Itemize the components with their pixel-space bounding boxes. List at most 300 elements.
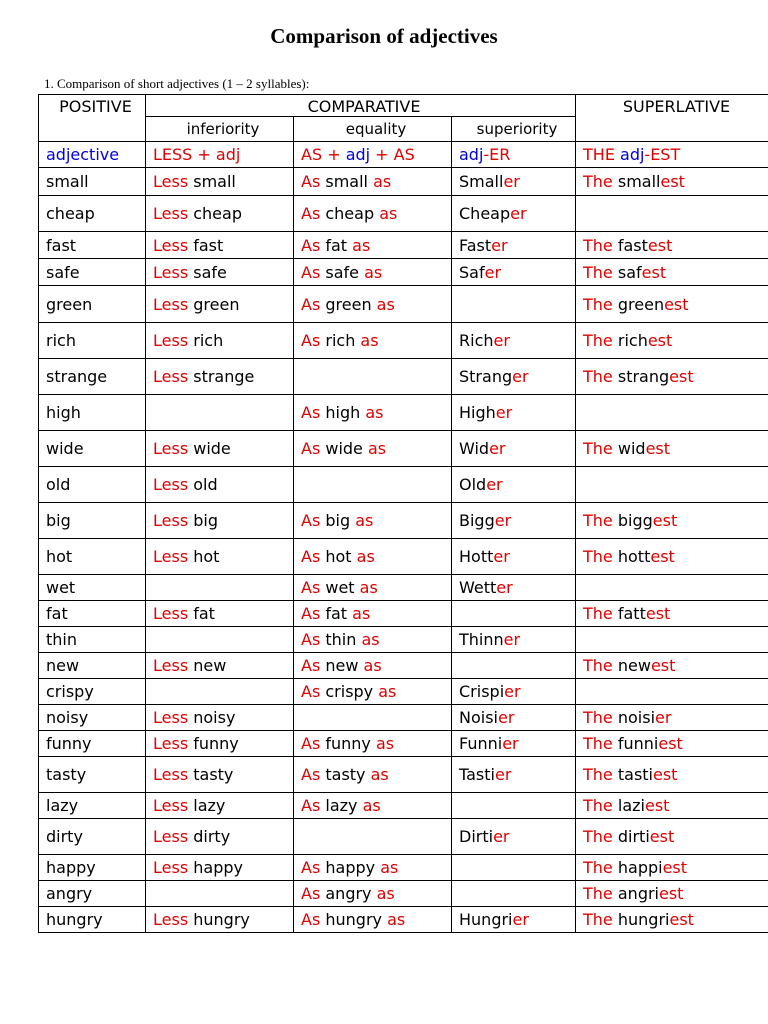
text-segment: wide [188,439,231,458]
text-segment: noisy [46,708,89,727]
text-segment: The [583,708,613,727]
cell-equality [294,539,452,575]
text-segment: -ER [483,145,511,164]
cell-equality [294,731,452,757]
cell-superlative [576,881,768,907]
text-segment: small [46,172,89,191]
cell-superlative [576,395,768,431]
text-segment: er [655,708,672,727]
text-segment: est [641,262,667,282]
table-row [39,286,768,323]
text-segment: wet [46,578,76,597]
text-segment: adj [459,145,484,164]
text-segment: hungry [46,910,103,929]
text-segment: bigg [612,511,653,530]
cell-superlative [576,359,768,395]
text-segment: Less [153,367,189,386]
text-segment: The [583,656,613,675]
text-segment: Less [153,204,189,223]
text-segment: as [363,656,382,675]
cell-inferiority [146,653,294,679]
text-segment: The [583,547,613,566]
cell-superlative [576,705,768,731]
cell-inferiority [146,168,294,196]
text-segment: est [649,827,675,846]
text-segment: The [583,439,613,458]
cell-superiority [452,819,576,855]
cell-equality [294,627,452,653]
text-segment: High [459,403,496,422]
cell-inferiority [146,601,294,627]
text-segment: green [188,294,240,314]
header-superlative: SUPERLATIVE [576,95,768,142]
cell-equality [294,575,452,601]
text-segment: Less [153,511,189,530]
cell-inferiority [146,575,294,601]
text-segment: happy [188,858,243,877]
table-row [39,627,768,653]
text-segment: fast [188,235,224,255]
text-segment: old [188,475,218,494]
table-row [39,259,768,286]
text-segment: as [360,331,379,350]
text-segment: As [301,604,321,623]
cell-superiority [452,467,576,503]
cell-equality [294,196,452,232]
cell-superlative [576,907,768,933]
cell-equality [294,503,452,539]
rule-cell-superiority [452,142,576,168]
cell-inferiority [146,395,294,431]
text-segment: lazy [46,796,79,815]
table-row [39,679,768,705]
cell-superlative [576,259,768,286]
text-segment: er [493,331,510,350]
text-segment: wide [46,439,84,458]
table-row [39,431,768,467]
cell-equality [294,907,452,933]
rule-cell-equality [294,142,452,168]
text-segment: funny [46,734,92,753]
text-segment: As [301,511,321,530]
text-segment: as [356,547,375,566]
text-segment: est [669,367,694,386]
text-segment: As [301,331,321,350]
text-segment: Hungri [459,910,513,929]
text-segment: hot [188,547,220,566]
cell-positive [39,819,146,855]
text-segment: tasty [320,765,371,784]
text-segment: rich [612,331,648,350]
text-segment: est [644,796,670,815]
cell-positive [39,539,146,575]
cell-superiority [452,855,576,881]
cell-superlative [576,855,768,881]
text-segment: Old [459,475,487,494]
text-segment: funny [320,734,376,753]
text-segment: As [301,403,321,422]
cell-positive [39,259,146,286]
text-segment: high [320,403,366,422]
text-segment: old [46,475,71,494]
text-segment: as [355,511,374,530]
text-segment: Less [153,547,189,566]
text-segment: er [491,235,508,255]
text-segment: Less [153,331,189,350]
text-segment: er [512,367,529,386]
text-segment: -EST [644,145,681,164]
cell-equality [294,467,452,503]
cell-equality [294,855,452,881]
text-segment: safe [46,262,80,282]
cell-positive [39,196,146,232]
cell-inferiority [146,627,294,653]
text-segment: As [301,796,321,815]
text-segment: rich [188,331,224,350]
text-segment: cheap [320,204,380,223]
text-segment: Less [153,475,189,494]
text-segment: Less [153,262,189,282]
table-row [39,323,768,359]
cell-inferiority [146,503,294,539]
cell-equality [294,757,452,793]
text-segment: angry [320,884,377,903]
cell-inferiority [146,731,294,757]
cell-superlative [576,196,768,232]
cell-positive [39,467,146,503]
text-segment: As [301,204,321,223]
table-row [39,168,768,196]
text-segment: high [46,403,81,422]
text-segment: The [583,884,613,903]
cell-equality [294,259,452,286]
text-segment: er [495,403,513,422]
text-segment: Less [153,910,189,929]
text-segment: safe [188,262,227,282]
cell-superiority [452,907,576,933]
cell-superiority [452,232,576,259]
text-segment: The [583,511,613,530]
text-segment: The [583,604,613,623]
cell-equality [294,286,452,323]
text-segment: er [484,262,502,282]
text-segment: est [645,439,671,458]
table-row [39,467,768,503]
table-row [39,196,768,232]
text-segment: Fast [459,235,492,255]
cell-inferiority [146,359,294,395]
text-segment: as [375,734,395,753]
table-row [39,359,768,395]
cell-equality [294,679,452,705]
cell-superiority [452,601,576,627]
text-segment: small [320,172,374,191]
cell-positive [39,395,146,431]
cell-superlative [576,503,768,539]
text-segment: As [301,578,321,597]
table-row [39,907,768,933]
text-segment: as [370,765,389,784]
text-segment: lazi [612,796,645,815]
cell-equality [294,395,452,431]
text-segment: As [301,235,321,255]
table-row [39,793,768,819]
cell-superiority [452,731,576,757]
text-segment: hungry [188,910,250,929]
text-segment: fat [320,604,353,623]
text-segment: Less [153,796,189,815]
text-segment: est [658,734,683,753]
text-segment: er [512,910,529,929]
text-segment: lazy [320,796,363,815]
text-segment: Funni [459,734,503,753]
text-segment: angri [612,884,659,903]
text-segment: wet [320,578,360,597]
cell-inferiority [146,431,294,467]
cell-positive [39,793,146,819]
text-segment: rich [320,331,361,350]
text-segment: As [301,765,321,784]
cell-superiority [452,679,576,705]
text-segment: Crispi [459,682,505,701]
text-segment: est [662,858,688,877]
text-segment: green [46,294,93,314]
page-title: Comparison of adjectives [270,24,498,48]
text-segment: hungri [612,910,670,929]
cell-superlative [576,679,768,705]
cell-superlative [576,168,768,196]
cell-superiority [452,359,576,395]
cell-inferiority [146,539,294,575]
text-segment: er [486,475,503,494]
text-segment: funni [612,734,659,753]
rule-row [39,142,768,168]
table-row [39,855,768,881]
text-segment: green [612,294,665,314]
text-segment: er [502,734,519,753]
cell-equality [294,793,452,819]
cell-inferiority [146,855,294,881]
cell-superlative [576,232,768,259]
cell-superiority [452,395,576,431]
text-segment: fast [612,235,648,255]
text-segment: hot [320,547,357,566]
cell-superlative [576,286,768,323]
cell-equality [294,232,452,259]
text-segment: tasty [46,765,87,784]
text-segment: As [301,439,321,458]
text-segment: happi [612,858,663,877]
text-segment: er [497,708,515,727]
table-row [39,232,768,259]
text-segment: As [301,262,321,282]
text-segment: lazy [188,796,226,815]
text-segment: er [493,827,510,846]
text-segment: The [583,172,613,191]
cell-equality [294,819,452,855]
cell-inferiority [146,323,294,359]
cell-superiority [452,196,576,232]
cell-equality [294,601,452,627]
cell-positive [39,881,146,907]
text-segment: Tasti [459,765,495,784]
text-segment: Less [153,734,189,753]
text-segment: The [583,765,613,784]
table-row [39,539,768,575]
text-segment: As [301,547,321,566]
cell-positive [39,705,146,731]
table-row [39,653,768,679]
text-segment: er [503,630,521,649]
text-segment: dirty [188,827,231,846]
text-segment: as [352,604,371,623]
cell-superiority [452,793,576,819]
cell-superlative [576,467,768,503]
text-segment: as [364,262,383,282]
text-segment: as [376,884,395,903]
text-segment: adjective [46,145,120,164]
text-segment: as [362,796,381,815]
cell-positive [39,907,146,933]
text-segment: cheap [188,204,242,223]
cell-superiority [452,431,576,467]
text-segment: as [361,630,380,649]
cell-superiority [452,627,576,653]
text-segment: est [659,884,684,903]
cell-equality [294,653,452,679]
text-segment: As [301,858,321,877]
text-segment: as [367,439,387,458]
cell-superiority [452,881,576,907]
text-segment: The [583,827,613,846]
text-segment: er [494,511,512,530]
rule-cell-positive [39,142,146,168]
cell-equality [294,168,452,196]
cell-inferiority [146,793,294,819]
text-segment: wide [320,439,368,458]
text-segment: THE [583,145,621,164]
text-segment: Wett [459,578,497,597]
text-segment: wid [612,439,646,458]
text-segment: cheap [46,204,95,223]
text-segment: tasti [612,765,653,784]
text-segment: Hott [459,547,494,566]
text-segment: est [645,604,671,623]
cell-inferiority [146,757,294,793]
table-body [39,142,768,933]
text-segment: adj [345,145,371,164]
cell-inferiority [146,705,294,731]
text-segment: Less [153,858,189,877]
header-superiority: superiority [452,117,576,142]
cell-superiority [452,539,576,575]
text-segment: Saf [459,262,485,282]
header-positive: POSITIVE [39,95,146,142]
text-segment: thin [320,630,362,649]
text-segment: Less [153,172,189,191]
text-segment: Bigg [459,511,495,530]
text-segment: dirti [612,827,650,846]
text-segment: tasty [188,765,234,784]
text-segment: big [188,511,218,530]
text-segment: As [301,172,321,191]
text-segment: hott [612,547,651,566]
text-segment: fat [188,604,215,623]
text-segment: big [46,511,71,530]
text-segment: hot [46,547,73,566]
text-segment: happy [46,858,96,877]
table-row [39,819,768,855]
cell-superiority [452,168,576,196]
cell-inferiority [146,467,294,503]
text-segment: as [365,403,384,422]
text-segment: er [489,439,506,458]
cell-superiority [452,503,576,539]
text-segment: Less [153,656,189,675]
text-segment: Thinn [459,630,504,649]
text-segment: new [320,656,364,675]
text-segment: Strang [459,367,513,386]
text-segment: est [650,656,676,675]
cell-inferiority [146,259,294,286]
cell-superiority [452,575,576,601]
cell-superiority [452,705,576,731]
text-segment: Less [153,235,189,255]
cell-positive [39,679,146,705]
text-segment: big [320,511,356,530]
text-segment: hungry [320,910,388,929]
text-segment: est [647,235,673,255]
cell-positive [39,232,146,259]
cell-positive [39,359,146,395]
text-segment: est [650,547,675,566]
cell-inferiority [146,196,294,232]
cell-positive [39,503,146,539]
text-segment: Rich [459,331,494,350]
text-segment: est [664,294,689,314]
text-segment: + AS [370,145,415,164]
cell-positive [39,731,146,757]
table-row [39,601,768,627]
cell-positive [39,855,146,881]
cell-superiority [452,286,576,323]
header-equality: equality [294,117,452,142]
cell-superlative [576,819,768,855]
cell-positive [39,627,146,653]
text-segment: LESS + adj [153,145,241,164]
text-segment: crispy [46,682,94,701]
text-segment: est [647,331,673,350]
text-segment: The [583,734,613,753]
text-segment: The [583,910,613,929]
text-segment: rich [46,331,76,350]
table-row [39,705,768,731]
text-segment: As [301,910,321,929]
text-segment: happy [320,858,381,877]
cell-inferiority [146,232,294,259]
text-segment: as [373,172,392,191]
text-segment: As [301,294,321,314]
cell-superlative [576,731,768,757]
comparison-table [38,94,768,933]
text-segment: strang [612,367,670,386]
text-segment: AS + [301,145,346,164]
table-row [39,575,768,601]
text-segment: As [301,884,321,903]
text-segment: As [301,656,321,675]
text-segment: fatt [612,604,646,623]
text-segment: fat [320,235,353,255]
